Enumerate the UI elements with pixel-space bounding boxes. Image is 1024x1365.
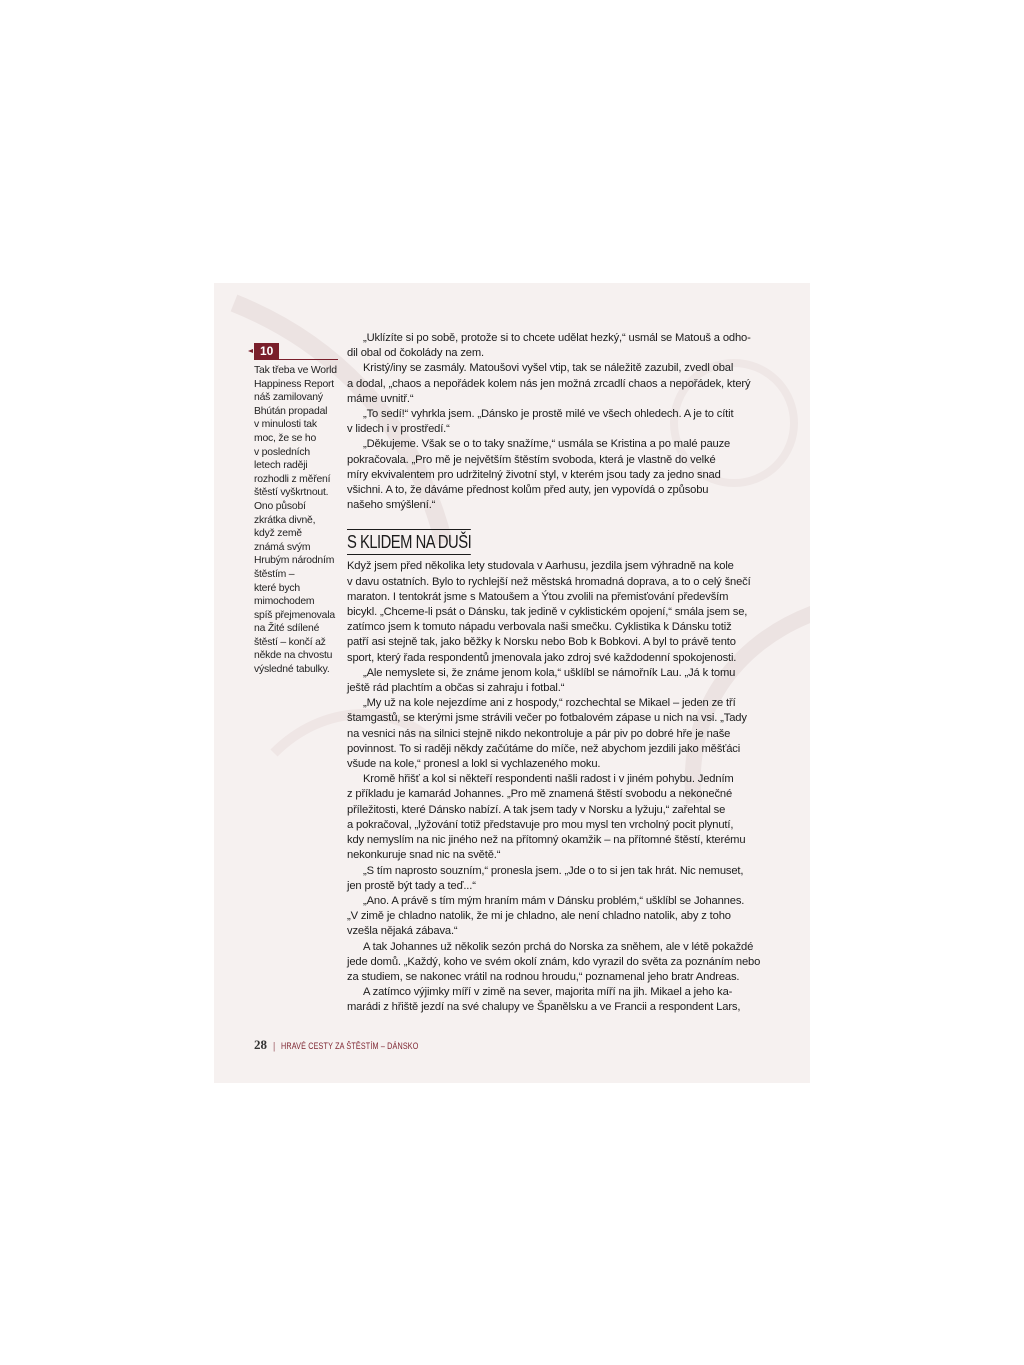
section-heading: S KLIDEM NA DUŠI	[347, 529, 471, 555]
paragraph: „Ano. A právě s tím mým hraním mám v Dánsku problém,“ ušklíbl se Johannes. „V zimě je chladno natolik, že mi je chladno, ale není chladno natolik, aby z toho vzešla nějaká zábava.“	[347, 894, 745, 938]
paragraph: „Uklízíte si po sobě, protože si to chcete udělat hezký,“ usmál se Matouš a odho- dil obal od čokolády na zem.	[347, 332, 751, 360]
sidebar-note-text: Tak třeba ve World Happiness Report náš zamilovaný Bhútán propadal v minulosti tak moc, že se ho v posledních letech raději rozhodli z měření štěstí vyškrtnout. Ono působí zkrátka divně, když země známá svým Hrubým národním štěstím – které bych mimochodem spíš přejmenovala na Žité sdílené štěstí – končí až někde na chvostu výsledné tabulky.	[254, 365, 337, 676]
sidebar-note-pointer-icon	[248, 349, 253, 353]
sidebar-note-number: 10	[254, 343, 279, 359]
sidebar-note-header	[254, 343, 338, 360]
page-footer	[254, 1037, 453, 1053]
paragraph: „To sedí!“ vyhrkla jsem. „Dánsko je prostě milé ve všech ohledech. A je to cítit v lidech i v prostředí.“	[347, 408, 734, 436]
paragraph: Kromě hřišť a kol si někteří respondenti našli radost i v jiném pohybu. Jedním z příkladu je kamarád Johannes. „Pro mě znamená štěstí svobodu a nekonečné příležitosti, které Dánsko nabízí. A tak jsem tady v Norsku a lyžuju,“ zařehtal se a pokračoval, „lyžování totiž představuje pro mou mysl ten vrcholný pocit plynutí, kdy nemyslím na nic jiného než na přítomný okamžik – na přítomné štěstí, kterému nekonkuruje snad nic na světě.“	[347, 773, 746, 862]
running-title: HRAVÉ CESTY ZA ŠTĚSTÍM – DÁNSKO	[281, 1041, 419, 1051]
paragraph: A tak Johannes už několik sezón prchá do Norska za sněhem, ale v létě pokaždé jede domů. „Každý, koho ve svém okolí znám, kdo vyrazil do světa za poznáním nebo za studiem, se nakonec vrátil na rodnou hroudu,“ poznamenal jeho bratr Andreas.	[347, 940, 761, 983]
sidebar-note	[254, 343, 338, 677]
page-number: 28	[254, 1037, 267, 1052]
paragraph: „Děkujeme. Však se o to taky snažíme,“ usmála se Kristina a po malé pauze pokračovala. „Pro mě je největším štěstím svoboda, která je vlastně do velké míry ekvivalentem pro udržitelný životní styl, v kterém jsou tady za jedno snad všichni. A to, že dáváme přednost kolům před auty, jen vypovídá o způsobu našeho smýšlení.“	[347, 438, 731, 512]
paragraph: „Ale nemyslete si, že známe jenom kola,“ ušklíbl se námořník Lau. „Já k tomu ještě rád plachtím a občas si zahraju i fotbal.“	[347, 666, 736, 695]
paragraph: Když jsem před několika lety studovala v Aarhusu, jezdila jsem výhradně na kole v davu ostatních. Bylo to rychlejší než městská hromadná doprava, a to o celý šnečí maraton. I tentokrát jsme s Matoušem a Ýtou zvolili na přemisťování především bicykl. „Chceme-li psát o Dánsku, tak jedině v cyklistickém opojení,“ smála jsem se, zatímco jsem k tomuto nápadu verbovala naši smečku. Cyklistika k Dánsku totiž patří asi stejně tak, jako běžky k Norsku nebo Bob k Bobkovi. A byl to právě tento sport, který řada respondentů jmenovala jako zdroj své každodenní spokojenosti.	[347, 560, 751, 664]
paragraph: Kristý/iny se zasmály. Matoušovi vyšel vtip, tak se náležitě zazubil, zvedl obal a dodal, „chaos a nepořádek kolem nás jen možná zrcadlí chaos a nepořádek, který máme uvnitř.“	[347, 362, 751, 405]
book-page	[214, 283, 810, 1083]
footer-separator: |	[273, 1040, 276, 1052]
paragraph: „S tím naprosto souzním,“ pronesla jsem. „Jde o to si jen tak hrát. Nic nemuset, jen prostě být tady a teď...“	[347, 864, 744, 892]
main-text-column	[347, 331, 769, 1016]
paragraph: „My už na kole nejezdíme ani z hospody,“ rozchechtal se Mikael – jeden ze tří štamgastů, se kterými jsme strávili večer po fotbalovém zápase u nich na vsi. „Tady na vesnici nás na silnici stejně nikdo nekontroluje a pár piv po dobré hře je naše povinnost. To si raději někdy začútáme do míče, než abychom jezdili jako měšťáci všude na kole,“ pronesl a lokl si vychlazeného moku.	[347, 697, 747, 771]
paragraph: A zatímco výjimky míří v zimě na sever, majorita míří na jih. Mikael a jeho ka- marádi z hřiště jezdí na své chalupy ve Španělsku a ve Francii a respondent Lars,	[347, 986, 741, 1014]
